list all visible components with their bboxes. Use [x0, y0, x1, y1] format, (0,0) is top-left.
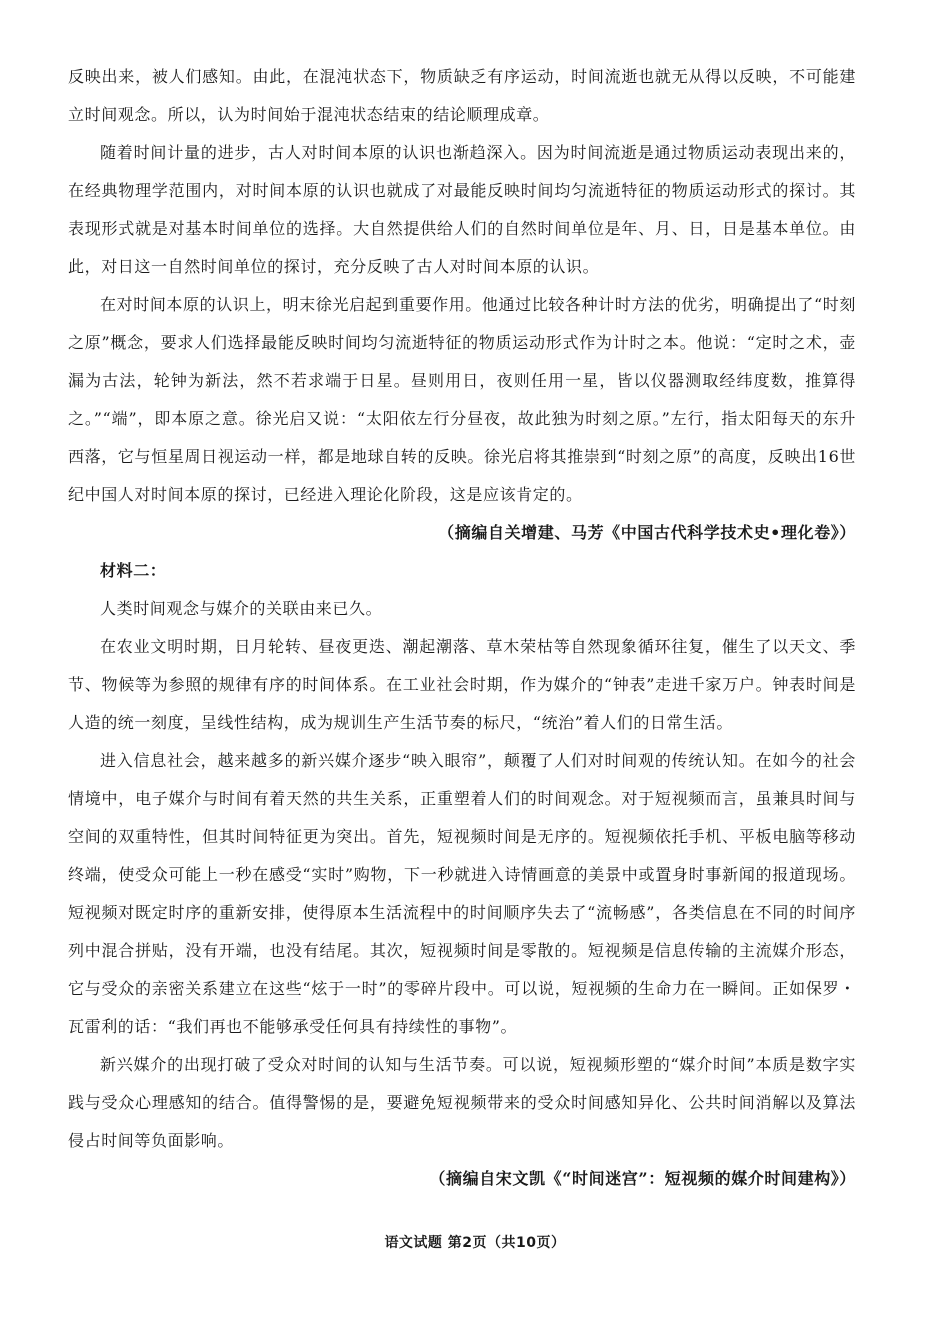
material-two-paragraph-3: 进入信息社会，越来越多的新兴媒介逐步“映入眼帘”，颠覆了人们对时间观的传统认知。在如今的社会情境中，电子媒介与时间有着天然的共生关系，正重塑着人们的时间观念。对于短视频而言，虽兼具时间与空间的双重特性，但其时间特征更为突出。首先，短视频时间是无序的。短视频依托手机、平板电脑等移动终端，使受众可能上一秒在感受“实时”购物，下一秒就进入诗情画意的美景中或置身时事新闻的报道现场。短视频对既定时序的重新安排，使得原本生活流程中的时间顺序失去了“流畅感”，各类信息在不同的时间序列中混合拼贴，没有开端，也没有结尾。其次，短视频时间是零散的。短视频是信息传输的主流媒介形态，它与受众的亲密关系建立在这些“炫于一时”的零碎片段中。可以说，短视频的生命力在一瞬间。正如保罗・瓦雷利的话：“我们再也不能够承受任何具有持续性的事物”。 — [68, 751, 856, 1036]
material-two-paragraph-2: 在农业文明时期，日月轮转、昼夜更迭、潮起潮落、草木荣枯等自然现象循环往复，催生了以天文、季节、物候等为参照的规律有序的时间体系。在工业社会时期，作为媒介的“钟表”走进千家万户。钟表时间是人造的统一刻度，呈线性结构，成为规训生产生活节奏的标尺，“统治”着人们的日常生活。 — [68, 637, 856, 732]
material-one-paragraph-2: 随着时间计量的进步，古人对时间本原的认识也渐趋深入。因为时间流逝是通过物质运动表现出来的，在经典物理学范围内，对时间本原的认识也就成了对最能反映时间均匀流逝特征的物质运动形式的探讨。其表现形式就是对基本时间单位的选择。大自然提供给人们的自然时间单位是年、月、日，日是基本单位。由此，对日这一自然时间单位的探讨，充分反映了古人对时间本原的认识。 — [68, 143, 856, 276]
material-one-paragraph-1: 反映出来，被人们感知。由此，在混沌状态下，物质缺乏有序运动，时间流逝也就无从得以反映，不可能建立时间观念。所以，认为时间始于混沌状态结束的结论顺理成章。 — [68, 67, 856, 124]
material-two-heading: 材料二： — [100, 561, 167, 580]
material-two-paragraph-4: 新兴媒介的出现打破了受众对时间的认知与生活节奏。可以说，短视频形塑的“媒介时间”本质是数字实践与受众心理感知的结合。值得警惕的是，要避免短视频带来的受众时间感知异化、公共时间消解以及算法侵占时间等负面影响。 — [68, 1055, 856, 1150]
material-one-source: （摘编自关增建、马芳《中国古代科学技术史•理化卷》） — [438, 523, 856, 542]
document-page — [68, 58, 856, 1198]
material-two-paragraph-1: 人类时间观念与媒介的关联由来已久。 — [100, 599, 383, 618]
material-one-paragraph-3: 在对时间本原的认识上，明末徐光启起到重要作用。他通过比较各种计时方法的优劣，明确提出了“时刻之原”概念，要求人们选择最能反映时间均匀流逝特征的物质运动形式作为计时之本。他说：“定时之术，壶漏为古法，轮钟为新法，然不若求端于日星。昼则用日，夜则任用一星，皆以仪器测取经纬度数，推算得之。”“端”，即本原之意。徐光启又说：“太阳依左行分昼夜，故此独为时刻之原。”左行，指太阳每天的东升西落，它与恒星周日视运动一样，都是地球自转的反映。徐光启将其推崇到“时刻之原”的高度，反映出16世纪中国人对时间本原的探讨，已经进入理论化阶段，这是应该肯定的。 — [68, 295, 856, 504]
material-two-source: （摘编自宋文凯《“时间迷宫”：短视频的媒介时间建构》） — [429, 1169, 856, 1188]
page-footer: 语文试题 第2页（共10页） — [384, 1235, 566, 1251]
